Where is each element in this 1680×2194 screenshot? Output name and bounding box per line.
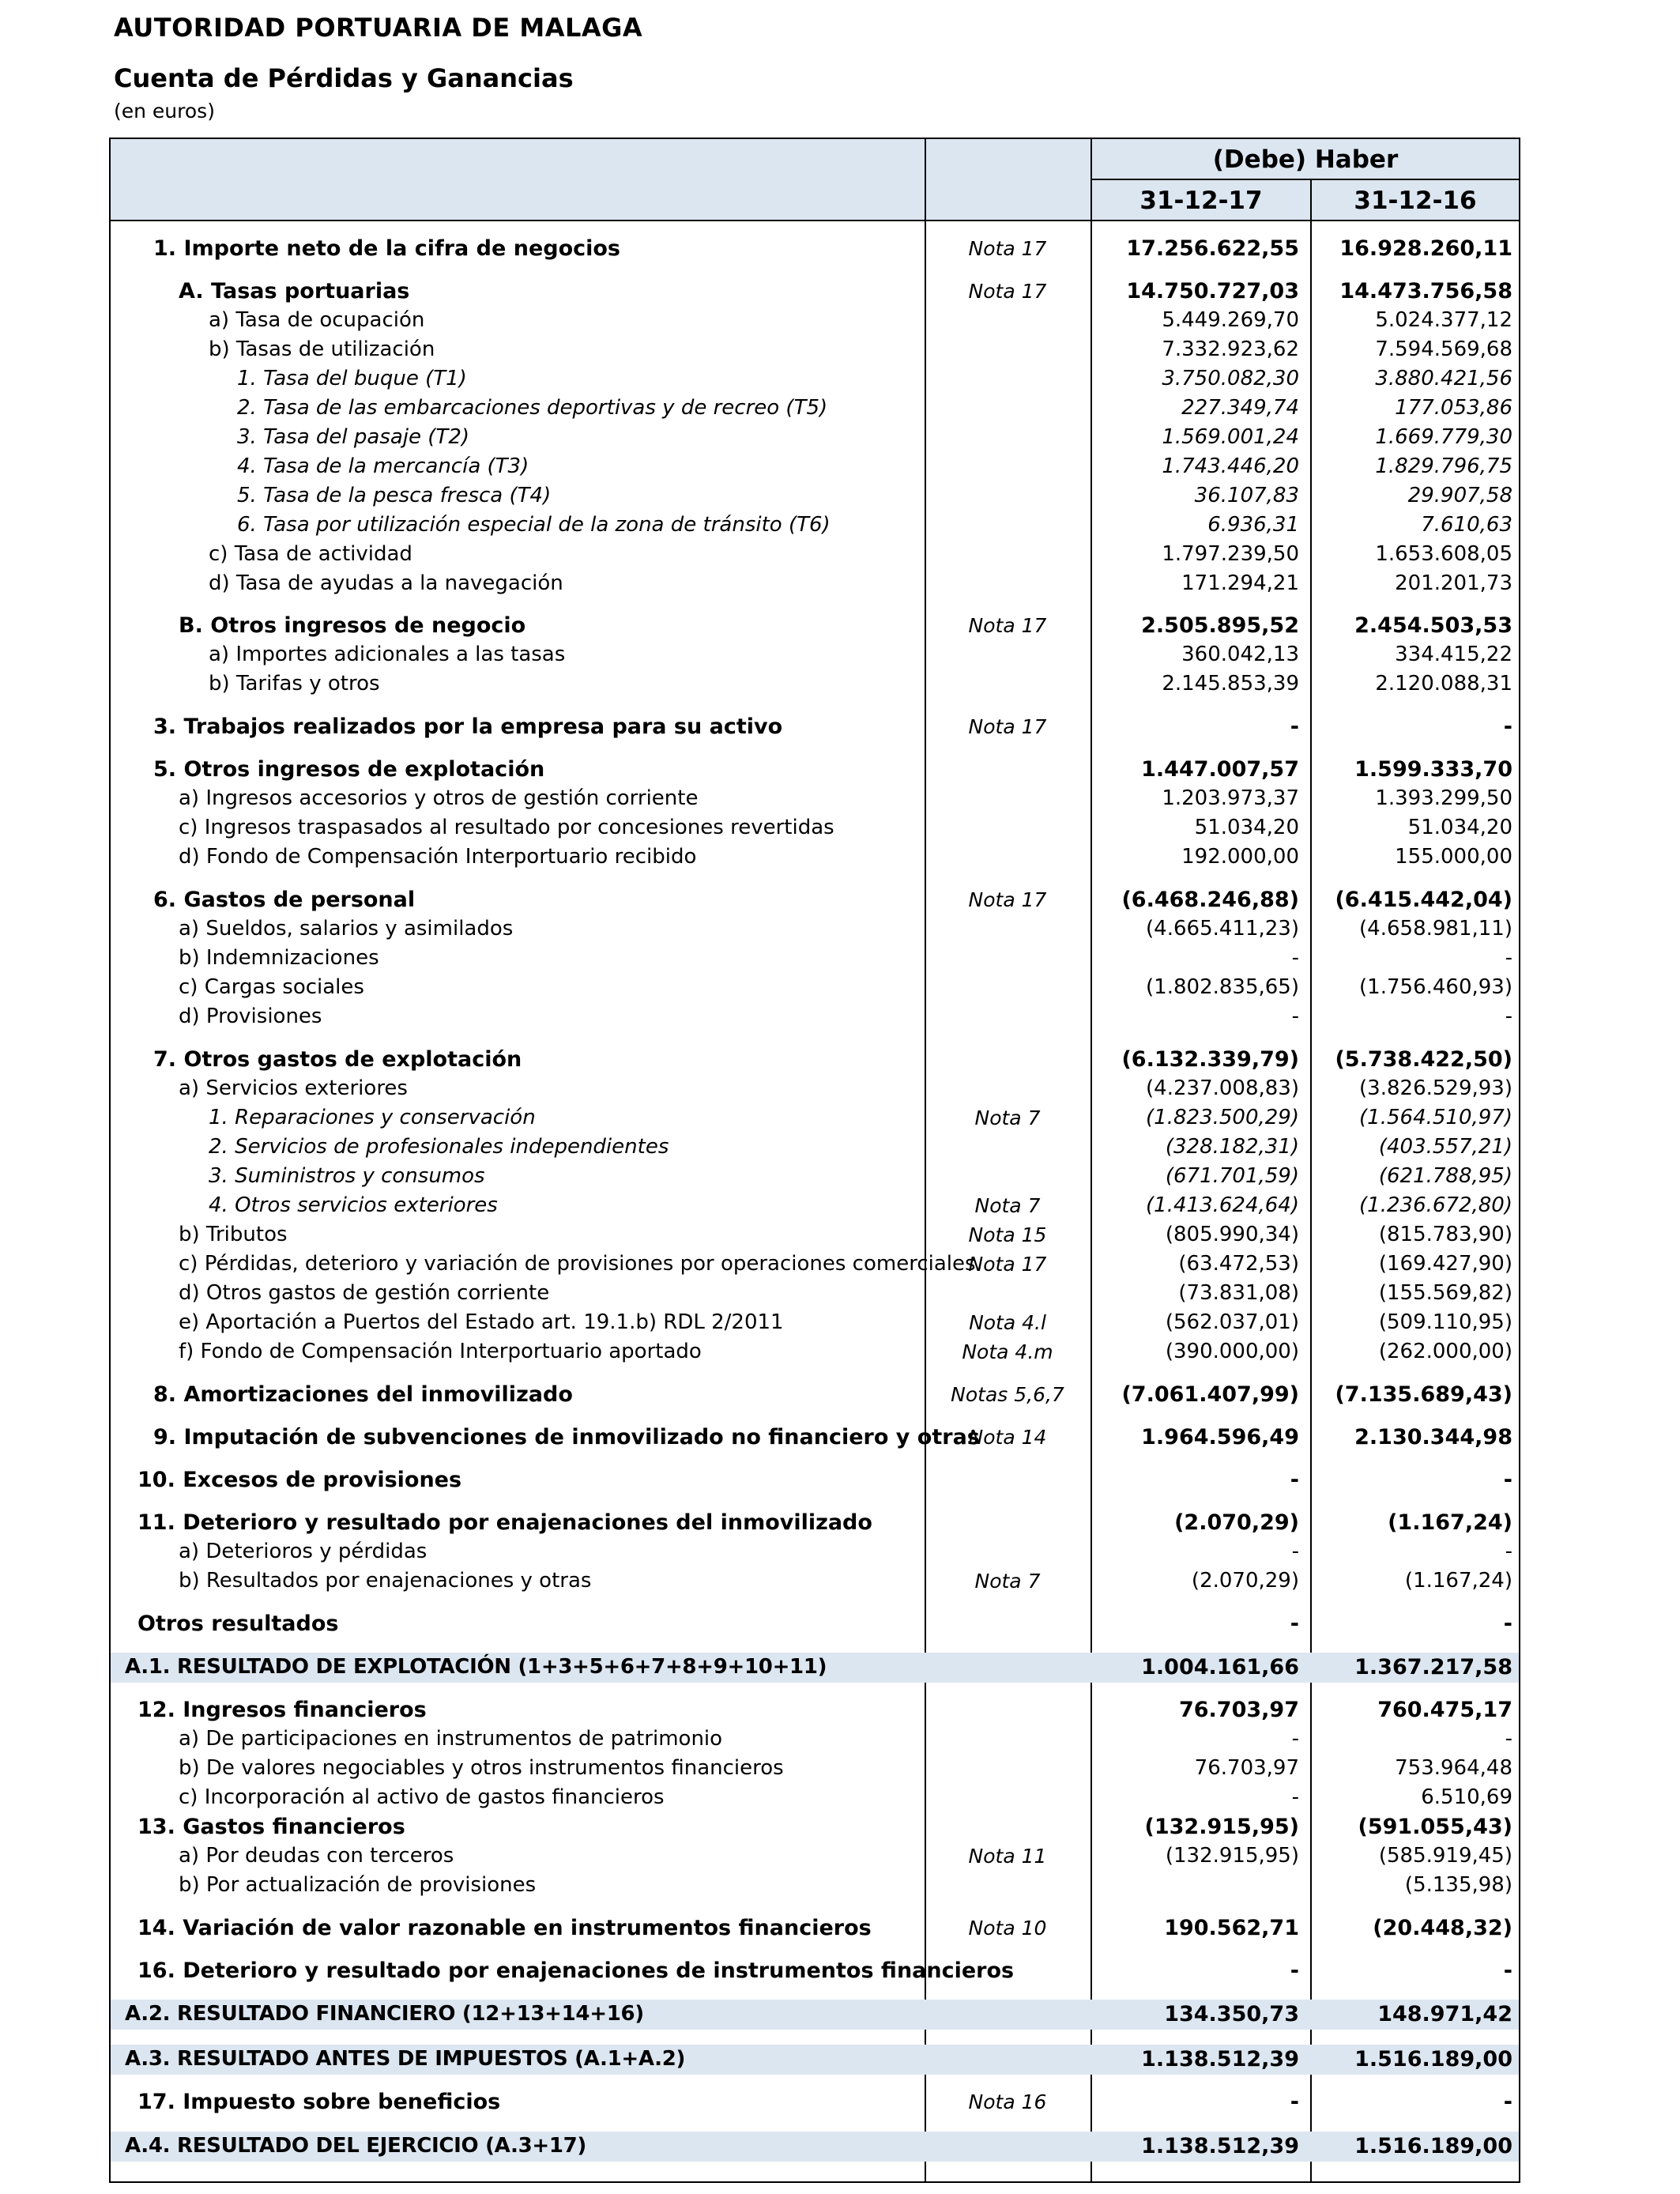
row-value-2016: 334.415,22 (1395, 643, 1512, 666)
table-row (111, 944, 1519, 973)
row-value-2017: 51.034,20 (1194, 816, 1299, 839)
row-label: A.3. RESULTADO ANTES DE IMPUESTOS (A.1+A.2) (125, 2047, 686, 2071)
row-label: A.1. RESULTADO DE EXPLOTACIÓN (1+3+5+6+7+8+9+10+11) (125, 1655, 827, 1679)
row-value-2016: 148.971,42 (1377, 2002, 1512, 2026)
row-value-2016: - (1505, 1005, 1512, 1028)
row-label: 2. Servicios de profesionales independientes (209, 1135, 669, 1159)
row-label: 1. Importe neto de la cifra de negocios (153, 236, 621, 261)
row-label: 5. Tasa de la pesca fresca (T4) (237, 484, 552, 507)
row-value-2016: - (1503, 714, 1512, 739)
row-value-2016: (815.783,90) (1378, 1223, 1512, 1246)
row-value-2016: (6.415.442,04) (1335, 888, 1512, 912)
row-value-2017: 1.004.161,66 (1141, 1655, 1299, 1679)
row-label: a) Servicios exteriores (179, 1076, 408, 1100)
row-label: A.2. RESULTADO FINANCIERO (12+13+14+16) (125, 2002, 644, 2026)
row-label: A.4. RESULTADO DEL EJERCICIO (A.3+17) (125, 2134, 587, 2158)
row-label: b) Tarifas y otros (209, 672, 380, 696)
table-row (111, 755, 1519, 784)
row-value-2016: 2.130.344,98 (1354, 1425, 1512, 1449)
table-row (111, 1783, 1519, 1812)
row-label: 16. Deterioro y resultado por enajenaciones de instrumentos financieros (137, 1958, 1015, 1983)
row-value-2017: 1.797.239,50 (1162, 542, 1299, 566)
table-row (111, 1725, 1519, 1754)
row-value-2017: 190.562,71 (1164, 1916, 1299, 1940)
row-value-2017: (63.472,53) (1178, 1252, 1299, 1276)
row-value-2017: (1.823.500,29) (1146, 1106, 1299, 1129)
table-row (111, 481, 1519, 511)
row-value-2017: 134.350,73 (1164, 2002, 1299, 2026)
row-value-2016: (5.135,98) (1404, 1873, 1512, 1897)
row-value-2016: 1.599.333,70 (1354, 757, 1512, 782)
row-value-2017: 1.138.512,39 (1141, 2134, 1299, 2158)
row-value-2017: - (1290, 1958, 1299, 1983)
row-label: 4. Tasa de la mercancía (T3) (237, 454, 529, 478)
result-row (111, 1653, 1519, 1683)
row-value-2017: 1.743.446,20 (1162, 454, 1299, 478)
row-note: Nota 17 (968, 1253, 1047, 1276)
table-row (111, 1133, 1519, 1162)
row-value-2016: 1.653.608,05 (1375, 542, 1512, 566)
row-label: Otros resultados (137, 1612, 339, 1636)
row-label: 5. Otros ingresos de explotación (153, 757, 545, 782)
row-value-2017: 76.703,97 (1178, 1698, 1299, 1722)
table-row (111, 1250, 1519, 1279)
row-value-2017: (2.070,29) (1191, 1569, 1299, 1593)
table-row (111, 1465, 1519, 1495)
table-row (111, 813, 1519, 843)
row-value-2016: 1.516.189,00 (1354, 2047, 1512, 2071)
table-row (111, 1162, 1519, 1191)
row-label: d) Otros gastos de gestión corriente (179, 1281, 550, 1305)
table-row (111, 2087, 1519, 2117)
row-value-2017: (2.070,29) (1174, 1510, 1299, 1535)
table-row (111, 540, 1519, 569)
row-value-2016: 1.829.796,75 (1375, 454, 1512, 478)
row-value-2017: 5.449.269,70 (1162, 308, 1299, 332)
row-value-2016: 1.669.779,30 (1375, 425, 1512, 449)
row-label: 3. Suministros y consumos (209, 1164, 485, 1188)
row-value-2017: - (1291, 1785, 1299, 1809)
table-row (111, 1695, 1519, 1725)
row-label: d) Fondo de Compensación Interportuario recibido (179, 845, 697, 869)
units-note: (en euros) (114, 100, 215, 123)
row-value-2016: (3.826.529,93) (1359, 1076, 1512, 1100)
row-label: 3. Trabajos realizados por la empresa para su activo (153, 714, 783, 739)
row-value-2017: - (1291, 1727, 1299, 1751)
table-row (111, 914, 1519, 944)
table-row (111, 1609, 1519, 1638)
table-row (111, 669, 1519, 699)
row-value-2016: 3.880.421,56 (1375, 367, 1512, 390)
row-note: Nota 4.l (969, 1311, 1046, 1334)
row-value-2016: (5.738.422,50) (1335, 1047, 1512, 1072)
row-value-2016: 1.516.189,00 (1354, 2134, 1512, 2158)
row-value-2017: - (1291, 1540, 1299, 1563)
row-value-2016: 2.120.088,31 (1375, 672, 1512, 696)
table-row (111, 1337, 1519, 1367)
row-value-2017: (4.237.008,83) (1146, 1076, 1299, 1100)
entity-title: AUTORIDAD PORTUARIA DE MALAGA (114, 13, 643, 43)
table-row (111, 1537, 1519, 1566)
table-row (111, 1913, 1519, 1943)
row-value-2017: 360.042,13 (1181, 643, 1299, 666)
row-label: 6. Tasa por utilización especial de la zona de tránsito (T6) (237, 513, 831, 537)
row-label: 14. Variación de valor razonable en instrumentos financieros (137, 1916, 872, 1940)
row-value-2017: (1.802.835,65) (1146, 975, 1299, 999)
table-row (111, 1045, 1519, 1074)
table-row (111, 1074, 1519, 1103)
row-note: Nota 17 (968, 715, 1047, 738)
row-value-2016: (1.167,24) (1388, 1510, 1512, 1535)
row-value-2016: 760.475,17 (1377, 1698, 1512, 1722)
table-row (111, 306, 1519, 335)
row-value-2017: 1.569.001,24 (1162, 425, 1299, 449)
row-value-2016: 1.393.299,50 (1375, 786, 1512, 810)
row-value-2016: (169.427,90) (1378, 1252, 1512, 1276)
row-value-2017: 6.936,31 (1207, 513, 1299, 537)
table-row (111, 1754, 1519, 1783)
result-row (111, 2132, 1519, 2162)
row-value-2017: 1.964.596,49 (1141, 1425, 1299, 1449)
row-value-2017: - (1291, 946, 1299, 970)
row-value-2017: (73.831,08) (1178, 1281, 1299, 1305)
table-row (111, 234, 1519, 263)
row-value-2016: 201.201,73 (1395, 571, 1512, 595)
row-value-2017: 1.203.973,37 (1162, 786, 1299, 810)
row-value-2017: 2.505.895,52 (1141, 613, 1299, 638)
row-value-2017: (132.915,95) (1144, 1815, 1299, 1839)
row-note: Nota 7 (974, 1194, 1041, 1217)
row-value-2016: 177.053,86 (1395, 396, 1512, 420)
row-value-2017: - (1291, 1005, 1299, 1028)
row-note: Notas 5,6,7 (951, 1383, 1064, 1406)
row-label: c) Pérdidas, deterioro y variación de provisiones por operaciones comerciales (179, 1252, 976, 1276)
row-label: c) Cargas sociales (179, 975, 364, 999)
result-row (111, 2045, 1519, 2075)
row-label: 12. Ingresos financieros (137, 1698, 427, 1722)
row-note: Nota 14 (968, 1426, 1047, 1449)
row-value-2016: (155.569,82) (1378, 1281, 1512, 1305)
row-value-2016: (1.564.510,97) (1359, 1106, 1512, 1129)
row-value-2017: (805.990,34) (1165, 1223, 1299, 1246)
row-value-2016: - (1505, 1727, 1512, 1751)
row-label: A. Tasas portuarias (179, 279, 410, 303)
row-note: Nota 4.m (962, 1340, 1053, 1363)
row-label: 1. Reparaciones y conservación (209, 1106, 536, 1129)
table-row (111, 1842, 1519, 1871)
row-value-2017: (7.061.407,99) (1121, 1382, 1299, 1407)
row-value-2016: (591.055,43) (1358, 1815, 1512, 1839)
row-label: a) Tasa de ocupación (209, 308, 425, 332)
row-value-2017: 2.145.853,39 (1162, 672, 1299, 696)
row-value-2017: 7.332.923,62 (1162, 337, 1299, 361)
row-value-2017: 1.447.007,57 (1141, 757, 1299, 782)
table-row (111, 1566, 1519, 1596)
row-label: c) Ingresos traspasados al resultado por concesiones revertidas (179, 816, 834, 839)
row-label: a) De participaciones en instrumentos de patrimonio (179, 1727, 723, 1751)
row-value-2017: 17.256.622,55 (1126, 236, 1299, 261)
row-value-2017: (6.468.246,88) (1121, 888, 1299, 912)
row-note: Nota 17 (968, 888, 1047, 911)
row-label: b) Resultados por enajenaciones y otras (179, 1569, 592, 1593)
row-note: Nota 17 (968, 614, 1047, 637)
table-row (111, 423, 1519, 452)
table-row (111, 1191, 1519, 1220)
row-label: B. Otros ingresos de negocio (179, 613, 526, 638)
row-note: Nota 10 (968, 1917, 1047, 1940)
table-row (111, 1812, 1519, 1842)
row-value-2016: - (1505, 946, 1512, 970)
statement-title: Cuenta de Pérdidas y Ganancias (114, 63, 574, 93)
row-label: b) Tributos (179, 1223, 288, 1246)
table-row (111, 712, 1519, 741)
table-row (111, 511, 1519, 540)
row-value-2017: - (1290, 714, 1299, 739)
table-row (111, 784, 1519, 813)
row-label: a) Ingresos accesorios y otros de gestión corriente (179, 786, 699, 810)
row-value-2016: - (1503, 2090, 1512, 2114)
row-value-2016: 1.367.217,58 (1354, 1655, 1512, 1679)
row-value-2017: 227.349,74 (1181, 396, 1299, 420)
row-value-2017: 1.138.512,39 (1141, 2047, 1299, 2071)
row-value-2016: 753.964,48 (1395, 1756, 1512, 1780)
row-label: 13. Gastos financieros (137, 1815, 405, 1839)
row-value-2017: - (1290, 2090, 1299, 2114)
row-value-2016: (621.788,95) (1378, 1164, 1512, 1188)
row-label: d) Provisiones (179, 1005, 322, 1028)
row-value-2016: 6.510,69 (1421, 1785, 1512, 1809)
row-label: b) Indemnizaciones (179, 946, 379, 970)
table-row (111, 611, 1519, 640)
row-label: 4. Otros servicios exteriores (209, 1193, 498, 1217)
table-row (111, 394, 1519, 423)
row-label: 1. Tasa del buque (T1) (237, 367, 467, 390)
row-value-2016: (1.167,24) (1404, 1569, 1512, 1593)
row-note: Nota 16 (968, 2090, 1047, 2113)
row-note: Nota 11 (968, 1845, 1047, 1868)
row-value-2017: (6.132.339,79) (1121, 1047, 1299, 1072)
row-value-2016: (403.557,21) (1378, 1135, 1512, 1159)
row-value-2016: (20.448,32) (1373, 1916, 1512, 1940)
row-label: a) Sueldos, salarios y asimilados (179, 917, 514, 941)
table-row (111, 277, 1519, 306)
row-label: b) De valores negociables y otros instrumentos financieros (179, 1756, 784, 1780)
row-value-2017: 36.107,83 (1194, 484, 1299, 507)
row-value-2017: (132.915,95) (1165, 1844, 1299, 1868)
row-label: 9. Imputación de subvenciones de inmovilizado no financiero y otras (153, 1425, 980, 1449)
table-row (111, 1279, 1519, 1308)
row-value-2017: (1.413.624,64) (1146, 1193, 1299, 1217)
row-value-2017: 3.750.082,30 (1162, 367, 1299, 390)
table-row (111, 1956, 1519, 1985)
column-header-2017: 31-12-17 (1139, 187, 1263, 215)
row-value-2016: - (1503, 1612, 1512, 1636)
row-value-2017: - (1290, 1612, 1299, 1636)
result-row (111, 2000, 1519, 2030)
row-value-2016: 155.000,00 (1395, 845, 1512, 869)
row-label: 6. Gastos de personal (153, 888, 416, 912)
row-label: d) Tasa de ayudas a la navegación (209, 571, 563, 595)
row-value-2016: (7.135.689,43) (1335, 1382, 1512, 1407)
row-value-2016: (4.658.981,11) (1359, 917, 1512, 941)
row-value-2016: - (1505, 1540, 1512, 1563)
row-value-2016: 2.454.503,53 (1354, 613, 1512, 638)
row-value-2017: (562.037,01) (1165, 1310, 1299, 1334)
row-value-2016: - (1503, 1468, 1512, 1492)
row-value-2017: 192.000,00 (1181, 845, 1299, 869)
row-label: 8. Amortizaciones del inmovilizado (153, 1382, 573, 1407)
row-label: b) Tasas de utilización (209, 337, 435, 361)
table-row (111, 364, 1519, 394)
row-value-2016: 7.594.569,68 (1375, 337, 1512, 361)
table-row (111, 973, 1519, 1002)
row-value-2016: (509.110,95) (1378, 1310, 1512, 1334)
row-label: a) Importes adicionales a las tasas (209, 643, 566, 666)
row-label: 3. Tasa del pasaje (T2) (237, 425, 469, 449)
row-value-2017: 171.294,21 (1181, 571, 1299, 595)
row-value-2017: (4.665.411,23) (1146, 917, 1299, 941)
row-label: 10. Excesos de provisiones (137, 1468, 462, 1492)
row-label: 17. Impuesto sobre beneficios (137, 2090, 501, 2114)
table-row (111, 1002, 1519, 1031)
row-value-2017: (328.182,31) (1165, 1135, 1299, 1159)
row-label: 2. Tasa de las embarcaciones deportivas y de recreo (T5) (237, 396, 828, 420)
row-label: e) Aportación a Puertos del Estado art. 19.1.b) RDL 2/2011 (179, 1310, 784, 1334)
row-value-2016: 7.610,63 (1421, 513, 1512, 537)
row-note: Nota 15 (968, 1223, 1047, 1246)
row-note: Nota 7 (974, 1106, 1041, 1129)
row-value-2017: (390.000,00) (1165, 1340, 1299, 1363)
row-label: 11. Deterioro y resultado por enajenaciones del inmovilizado (137, 1510, 872, 1535)
row-note: Nota 7 (974, 1570, 1041, 1593)
row-value-2016: 14.473.756,58 (1339, 279, 1512, 303)
row-value-2016: 29.907,58 (1407, 484, 1512, 507)
table-row (111, 1508, 1519, 1537)
table-row (111, 843, 1519, 872)
row-label: 7. Otros gastos de explotación (153, 1047, 522, 1072)
row-label: f) Fondo de Compensación Interportuario aportado (179, 1340, 702, 1363)
table-row (111, 1103, 1519, 1133)
row-note: Nota 17 (968, 280, 1047, 303)
table-row (111, 335, 1519, 364)
row-value-2017: 76.703,97 (1194, 1756, 1299, 1780)
table-row (111, 452, 1519, 481)
row-value-2017: 14.750.727,03 (1126, 279, 1299, 303)
column-group-header: (Debe) Haber (1212, 145, 1399, 174)
row-label: a) Deterioros y pérdidas (179, 1540, 428, 1563)
row-label: a) Por deudas con terceros (179, 1844, 454, 1868)
column-header-2016: 31-12-16 (1354, 187, 1477, 215)
row-value-2016: (1.236.672,80) (1359, 1193, 1512, 1217)
row-value-2016: (585.919,45) (1378, 1844, 1512, 1868)
table-row (111, 640, 1519, 669)
table-row (111, 1423, 1519, 1452)
table-row (111, 1220, 1519, 1250)
row-value-2016: (262.000,00) (1378, 1340, 1512, 1363)
row-label: c) Tasa de actividad (209, 542, 412, 566)
table-row (111, 1871, 1519, 1900)
row-note: Nota 17 (968, 237, 1047, 260)
table-row (111, 569, 1519, 598)
row-value-2017: - (1290, 1468, 1299, 1492)
row-value-2016: 16.928.260,11 (1339, 236, 1512, 261)
row-value-2016: - (1503, 1958, 1512, 1983)
row-value-2016: 5.024.377,12 (1375, 308, 1512, 332)
row-value-2017: (671.701,59) (1165, 1164, 1299, 1188)
table-row (111, 1308, 1519, 1337)
row-label: b) Por actualización de provisiones (179, 1873, 537, 1897)
table-row (111, 885, 1519, 914)
row-value-2016: (1.756.460,93) (1359, 975, 1512, 999)
table-row (111, 1380, 1519, 1409)
row-value-2016: 51.034,20 (1407, 816, 1512, 839)
row-label: c) Incorporación al activo de gastos financieros (179, 1785, 665, 1809)
